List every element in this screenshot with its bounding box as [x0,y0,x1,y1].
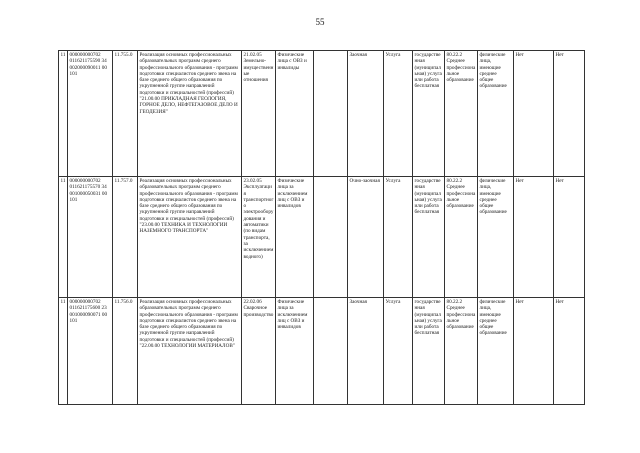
okved-level: 80.22.2 Среднее профессиональное образование [445,177,478,298]
empty-cell [314,298,348,405]
service-code: 11.755.0 [113,51,138,177]
registry-code: 000000000702 011621175590 34 002000090011 00 101 [68,51,113,177]
education-form: Заочная [348,51,384,177]
activity-type: Услуга [384,298,413,405]
row-number: 11 [59,298,68,405]
registry-code: 000000000702 011621175600 23 001000090071 00 101 [68,298,113,405]
flag-a: Нет [514,177,554,298]
consumer-category: Физические лица за исключением лиц с ОВЗ и инвалидов [276,177,314,298]
payment-basis: государственная (муниципальная) услуга или работа бесплатная [413,51,445,177]
consumers: физические лица, имеющие среднее общее образование [478,51,514,177]
consumers: физические лица, имеющие среднее общее образование [478,177,514,298]
specialty: 22.02.06 Сварочное производство [242,298,276,405]
registry-code: 000000000702 011621175570 34 001000050031 00 101 [68,177,113,298]
activity-type: Услуга [384,177,413,298]
service-content: Реализация основных профессиональных образовательных программ среднего профессионального образования - программ подготовки специалистов среднего звена на базе среднего общего образования по укрупненной группе направлений подготовки и специальностей (профессий) "22.00.00 ТЕХНОЛОГИИ МАТЕРИАЛОВ" [138,298,242,405]
table-row [59,177,585,298]
registry-table [58,50,585,405]
education-form: Заочная [348,298,384,405]
empty-cell [314,177,348,298]
consumer-category: Физические лица за исключением лиц с ОВЗ и инвалидов [276,298,314,405]
education-form: Очно-заочная [348,177,384,298]
flag-b: Нет [554,298,585,405]
flag-a: Нет [514,51,554,177]
specialty: 21.02.05 Земельно-имущественные отношения [242,51,276,177]
consumer-category: Физические лица с ОВЗ и инвалиды [276,51,314,177]
specialty: 23.02.05 Эксплуатация транспортного электрооборудования и автоматики (по видам транспорта, за исключением водного) [242,177,276,298]
consumers: физические лица, имеющие среднее общее образование [478,298,514,405]
payment-basis: государственная (муниципальная) услуга или работа бесплатная [413,177,445,298]
empty-cell [314,51,348,177]
okved-level: 80.22.2 Среднее профессиональное образование [445,51,478,177]
table-row [59,51,585,177]
flag-b: Нет [554,51,585,177]
service-content: Реализация основных профессиональных образовательных программ среднего профессионального образования - программ подготовки специалистов среднего звена на базе среднего общего образования по укрупненной группе направлений подготовки и специальностей (профессий) "23.00.00 ТЕХНИКА И ТЕХНОЛОГИИ НАЗЕМНОГО ТРАНСПОРТА" [138,177,242,298]
row-number: 11 [59,177,68,298]
payment-basis: государственная (муниципальная) услуга или работа бесплатная [413,298,445,405]
service-content: Реализация основных профессиональных образовательных программ среднего профессионального образования - программ подготовки специалистов среднего звена на базе среднего общего образования по укрупненной группе направлений подготовки и специальностей (профессий) "21.00.00 ПРИКЛАДНАЯ ГЕОЛОГИЯ, ГОРНОЕ ДЕЛО, НЕФТЕГАЗОВОЕ ДЕЛО И ГЕОДЕЗИЯ" [138,51,242,177]
page-number: 55 [315,17,325,27]
okved-level: 80.22.2 Среднее профессиональное образование [445,298,478,405]
flag-a: Нет [514,298,554,405]
flag-b: Нет [554,177,585,298]
table-row [59,298,585,405]
row-number: 11 [59,51,68,177]
activity-type: Услуга [384,51,413,177]
service-code: 11.756.0 [113,298,138,405]
service-code: 11.757.0 [113,177,138,298]
